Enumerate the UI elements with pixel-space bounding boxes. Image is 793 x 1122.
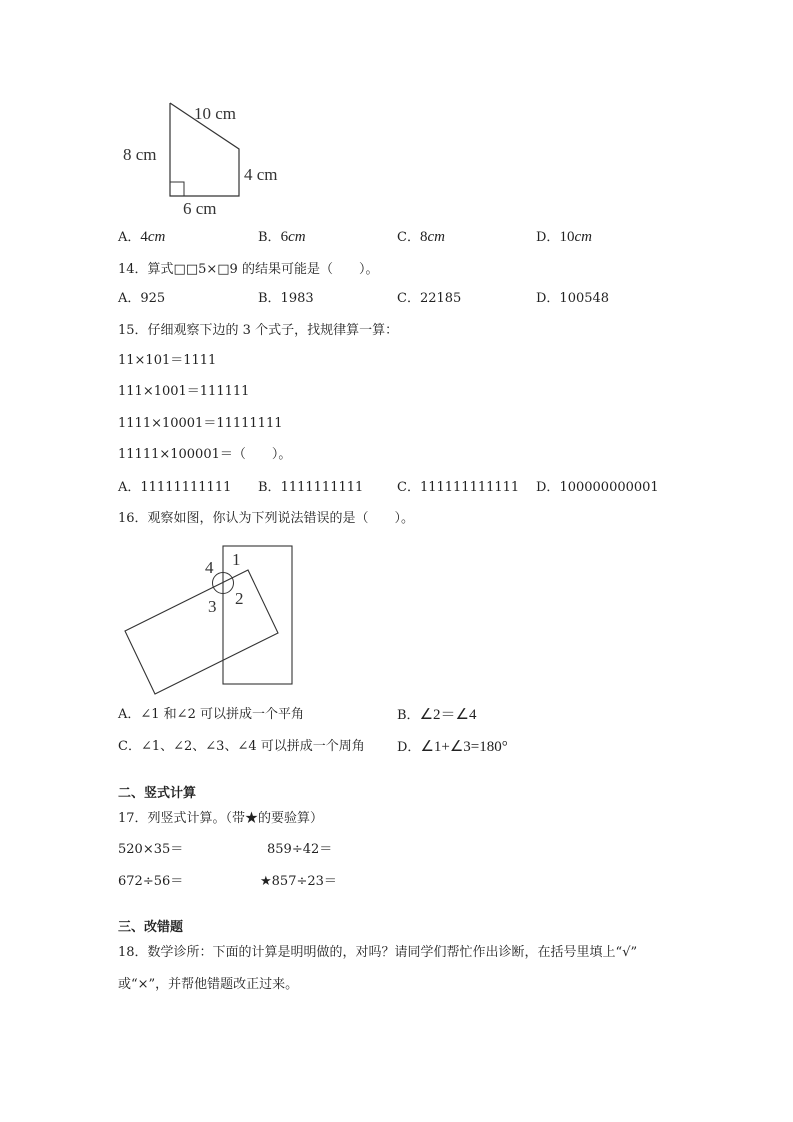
- section-3-title: 三、改错题: [118, 920, 184, 935]
- q16-option-c[interactable]: C．∠1、∠2、∠3、∠4 可以拼成一个周角: [118, 739, 365, 754]
- q15-line-3: 1111×10001＝11111111: [118, 416, 283, 431]
- label-left: 8 cm: [123, 145, 157, 164]
- q15-stem: 15．仔细观察下边的 3 个式子，找规律算一算：: [118, 323, 399, 338]
- trapezoid-figure: [110, 90, 310, 220]
- label-bottom: 6 cm: [183, 199, 217, 218]
- q13-option-a[interactable]: A．4cm: [118, 229, 166, 245]
- angle-label-2: 2: [235, 589, 244, 608]
- q17-item-3: 672÷56＝: [118, 874, 184, 889]
- q16-option-b[interactable]: B．∠2＝∠4: [397, 707, 477, 723]
- q17-stem: 17．列竖式计算。（带★的要验算）: [118, 811, 324, 826]
- q15-line-1: 11×101＝1111: [118, 353, 217, 368]
- q14-option-c[interactable]: C．22185: [397, 291, 462, 306]
- q15-option-c[interactable]: C．111111111111: [397, 480, 520, 495]
- q16-option-d[interactable]: D．∠1+∠3=180°: [397, 739, 508, 755]
- q16-stem: 16．观察如图，你认为下列说法错误的是（ ）。: [118, 511, 415, 526]
- q15-line-4: 11111×100001＝（ ）。: [118, 447, 292, 462]
- q16-option-a[interactable]: A．∠1 和∠2 可以拼成一个平角: [118, 707, 304, 722]
- q13-option-d[interactable]: D．10cm: [536, 229, 592, 245]
- q15-option-a[interactable]: A．11111111111: [118, 480, 232, 495]
- q18-line-2: 或“×”，并帮他错题改正过来。: [118, 977, 299, 992]
- q15-line-2: 111×1001＝111111: [118, 384, 250, 399]
- q14-option-a[interactable]: A．925: [118, 291, 166, 306]
- q14-option-b[interactable]: B．1983: [258, 291, 314, 306]
- label-top: 10 cm: [194, 104, 237, 123]
- q13-option-b[interactable]: B．6cm: [258, 229, 306, 245]
- section-2-title: 二、竖式计算: [118, 786, 197, 801]
- q15-option-b[interactable]: B．1111111111: [258, 480, 364, 495]
- q13-option-c[interactable]: C．8cm: [397, 229, 445, 245]
- q14-option-d[interactable]: D．100548: [536, 291, 610, 306]
- overlapping-rectangles-figure: [115, 540, 305, 700]
- q17-item-1: 520×35＝: [118, 842, 184, 857]
- angle-label-1: 1: [232, 550, 241, 569]
- angle-label-3: 3: [208, 597, 217, 616]
- q17-item-4: ★857÷23＝: [260, 874, 337, 889]
- q17-item-2: 859÷42＝: [267, 842, 333, 857]
- q15-option-d[interactable]: D．100000000001: [536, 480, 659, 495]
- angle-label-4: 4: [205, 558, 214, 577]
- q14-stem: 14．算式□□5×□9 的结果可能是（ ）。: [118, 262, 379, 277]
- label-right: 4 cm: [244, 165, 278, 184]
- q18-line-1: 18．数学诊所：下面的计算是明明做的，对吗？请同学们帮忙作出诊断，在括号里填上“√”: [118, 945, 638, 960]
